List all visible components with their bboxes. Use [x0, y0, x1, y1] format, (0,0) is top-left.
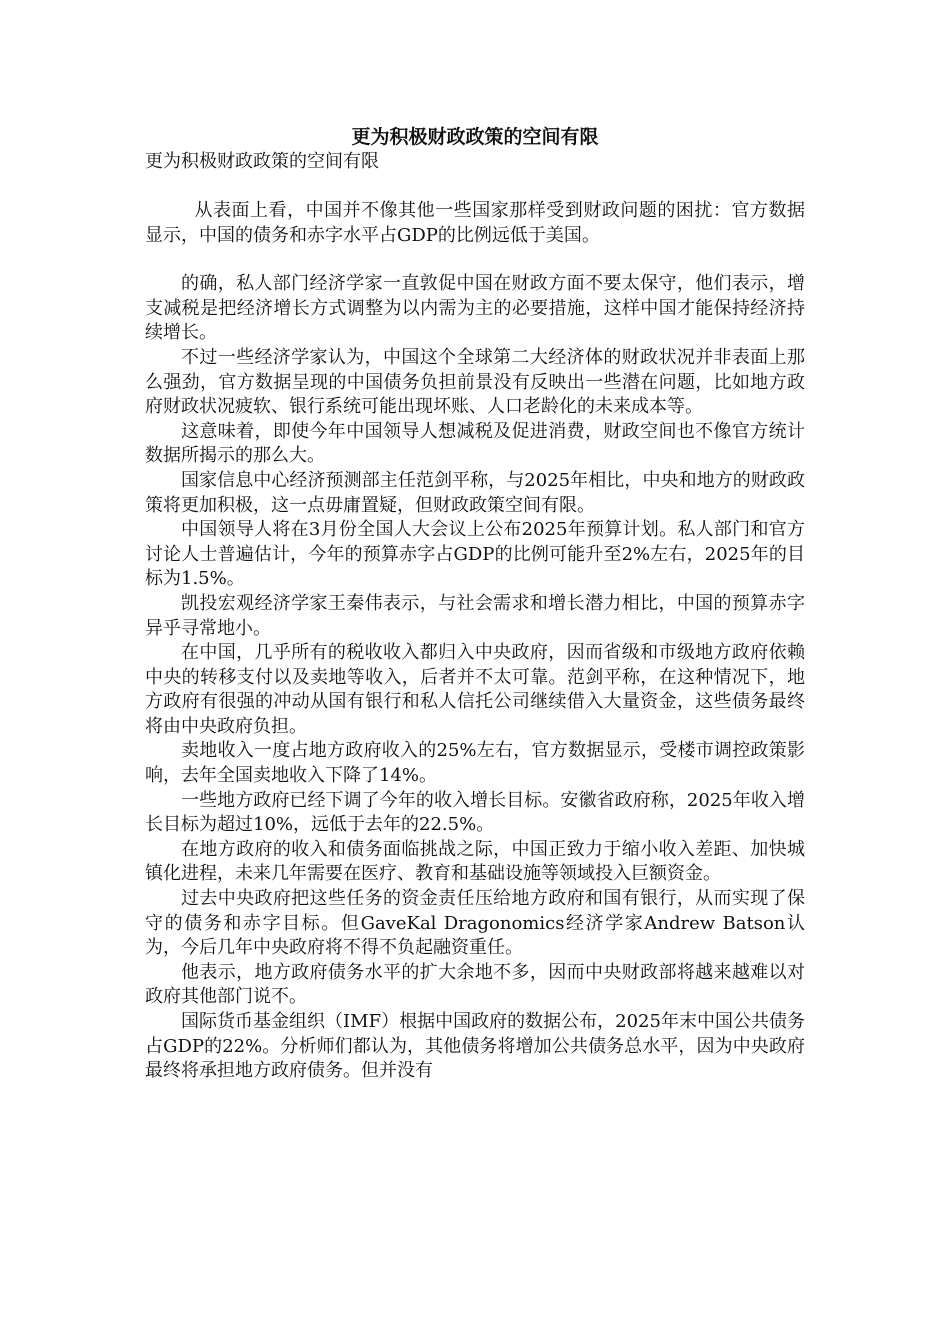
page-subtitle: 更为积极财政政策的空间有限 — [145, 151, 379, 172]
body-paragraph: 不过一些经济学家认为，中国这个全球第二大经济体的财政状况并非表面上那么强劲，官方数据呈现的中国债务负担前景没有反映出一些潜在问题，比如地方政府财政状况疲软、银行系统可能出现坏账、人口老龄化的未来成本等。 — [145, 346, 805, 418]
body-paragraph: 在地方政府的收入和债务面临挑战之际，中国正致力于缩小收入差距、加快城镇化进程，未来几年需要在医疗、教育和基础设施等领域投入巨额资金。 — [145, 838, 805, 885]
body-paragraph: 国家信息中心经济预测部主任范剑平称，与2025年相比，中央和地方的财政政策将更加积极，这一点毋庸置疑，但财政政策空间有限。 — [145, 469, 805, 516]
page-title: 更为积极财政政策的空间有限 — [351, 126, 599, 148]
body-paragraph: 他表示，地方政府债务水平的扩大余地不多，因而中央财政部将越来越难以对政府其他部门说不。 — [145, 961, 805, 1008]
document-body — [145, 199, 805, 1084]
body-paragraph: 的确，私人部门经济学家一直敦促中国在财政方面不要太保守，他们表示，增支减税是把经济增长方式调整为以内需为主的必要措施，这样中国才能保持经济持续增长。 — [145, 273, 805, 344]
body-paragraph: 凯投宏观经济学家王秦伟表示，与社会需求和增长潜力相比，中国的预算赤字异乎寻常地小。 — [145, 592, 805, 639]
body-paragraph: 卖地收入一度占地方政府收入的25%左右，官方数据显示，受楼市调控政策影响，去年全国卖地收入下降了14%。 — [145, 740, 805, 787]
body-paragraph: 国际货币基金组织（IMF）根据中国政府的数据公布，2025年末中国公共债务占GDP的22%。分析师们都认为，其他债务将增加公共债务总水平，因为中央政府最终将承担地方政府债务。但并没有 — [145, 1011, 805, 1082]
body-paragraph: 一些地方政府已经下调了今年的收入增长目标。安徽省政府称，2025年收入增长目标为超过10%，远低于去年的22.5%。 — [145, 789, 805, 836]
body-paragraph: 这意味着，即使今年中国领导人想减税及促进消费，财政空间也不像官方统计数据所揭示的那么大。 — [145, 420, 805, 467]
body-paragraph: 中国领导人将在3月份全国人大会议上公布2025年预算计划。私人部门和官方讨论人士普遍估计，今年的预算赤字占GDP的比例可能升至2%左右，2025年的目标为1.5%。 — [145, 519, 805, 590]
body-paragraph: 在中国，几乎所有的税收收入都归入中央政府，因而省级和市级地方政府依赖中央的转移支付以及卖地等收入，后者并不太可靠。范剑平称，在这种情况下，地方政府有很强的冲动从国有银行和私人信托公司继续借入大量资金，这些债务最终将由中央政府负担。 — [145, 642, 805, 737]
body-paragraph: 从表面上看，中国并不像其他一些国家那样受到财政问题的困扰：官方数据显示，中国的债务和赤字水平占GDP的比例远低于美国。 — [145, 200, 805, 246]
body-paragraph: 过去中央政府把这些任务的资金责任压给地方政府和国有银行，从而实现了保守的债务和赤字目标。但GaveKal Dragonomics经济学家Andrew Batson认为，今后几年中央政府将不得不负起融资重任。 — [145, 888, 805, 959]
